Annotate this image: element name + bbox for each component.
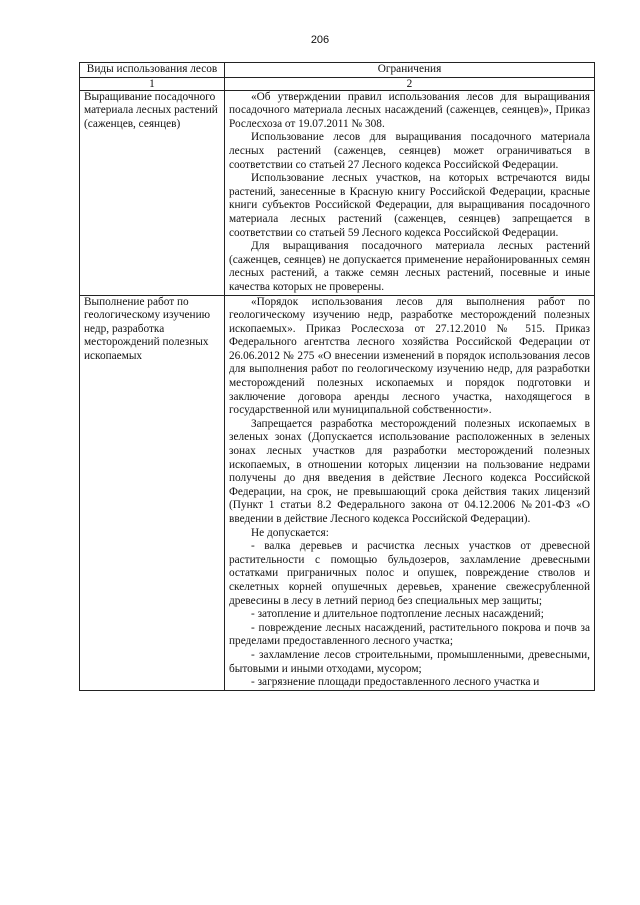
column-number: 2 xyxy=(225,77,595,90)
paragraph: - захламление лесов строительными, промышленными, древесными, бытовыми и иными отходами, мусором; xyxy=(229,648,590,675)
paragraph: Для выращивания посадочного материала лесных растений (саженцев, сеянцев) не допускается применение нерайонированных семян лесных растений, а также семян лесных растений, посевные и иные качества которых не проверены. xyxy=(229,240,590,293)
header-restrictions: Ограничения xyxy=(225,63,595,78)
forest-use-type: Выполнение работ по геологическому изучению недр, разработка месторождений полезных ископаемых xyxy=(80,295,225,690)
paragraph: Использование лесных участков, на которых встречаются виды растений, занесенные в Красную книгу Российской Федерации, красные книги субъектов Российской Федерации, для выращивания посадочного материала лесных растений (саженцев, сеянцев) запрещается в соответствии со статьей 59 Лесного кодекса Российской Федерации. xyxy=(229,172,590,239)
table-header-row xyxy=(80,63,595,78)
forest-use-type: Выращивание посадочного материала лесных растений (саженцев, сеянцев) xyxy=(80,90,225,295)
header-forest-use-types: Виды использования лесов xyxy=(80,63,225,78)
paragraph: «Порядок использования лесов для выполнения работ по геологическому изучению недр, разработке месторождений полезных ископаемых». Приказ Рослесхоза от 27.12.2010 № 515. Приказ Федерального агентства лесного хозяйства Российской Федерации от 26.06.2012 № 275 «О внесении изменений в порядок использования лесов для выполнения работ по геологическому изучению недр, для разработки месторождений полезных ископаемых и порядок подготовки и заключение договора аренды лесного участка, находящегося в государственной или муниципальной собственности». xyxy=(229,295,590,417)
column-number-row xyxy=(80,77,595,90)
paragraph: - повреждение лесных насаждений, растительного покрова и почв за пределами предоставленного лесного участка; xyxy=(229,621,590,648)
paragraph: Использование лесов для выращивания посадочного материала лесных растений (саженцев, сеянцев) может ограничиваться в соответствии со статьей 27 Лесного кодекса Российской Федерации. xyxy=(229,131,590,171)
table-row xyxy=(80,295,595,690)
paragraph: - валка деревьев и расчистка лесных участков от древесной растительности с помощью бульдозеров, захламление древесными остатками приграничных полос и опушек, повреждение стволов и скелетных корней опушечных деревьев, хранение свежесрубленной древесины в лесу в летний период без специальных мер защиты; xyxy=(229,540,590,607)
restriction-text xyxy=(225,295,595,690)
restriction-text xyxy=(225,90,595,295)
page-number: 206 xyxy=(310,34,330,46)
paragraph: Запрещается разработка месторождений полезных ископаемых в зеленых зонах (Допускается использование расположенных в зеленых зонах лесных участков для разработки месторождений полезных ископаемых, в отношении которых лицензии на пользование недрами получены до дня введения в действие Лесного кодекса Российской Федерации, на срок, не превышающий срока действия таких лицензий (Пункт 1 статьи 8.2 Федерального закона от 04.12.2006 №201-ФЗ «О введении в действие Лесного кодекса Российской Федерации). xyxy=(229,417,590,525)
table-row xyxy=(80,90,595,295)
paragraph: Не допускается: xyxy=(251,526,329,539)
column-number: 1 xyxy=(80,77,225,90)
restrictions-table xyxy=(79,62,595,691)
paragraph: - загрязнение площади предоставленного лесного участка и xyxy=(251,676,540,689)
paragraph: «Об утверждении правил использования лесов для выращивания посадочного материала лесных насаждений (саженцев, сеянцев)», Приказ Рослесхоза от 19.07.2011 № 308. xyxy=(229,90,590,130)
paragraph: - затопление и длительное подтопление лесных насаждений; xyxy=(251,608,544,621)
